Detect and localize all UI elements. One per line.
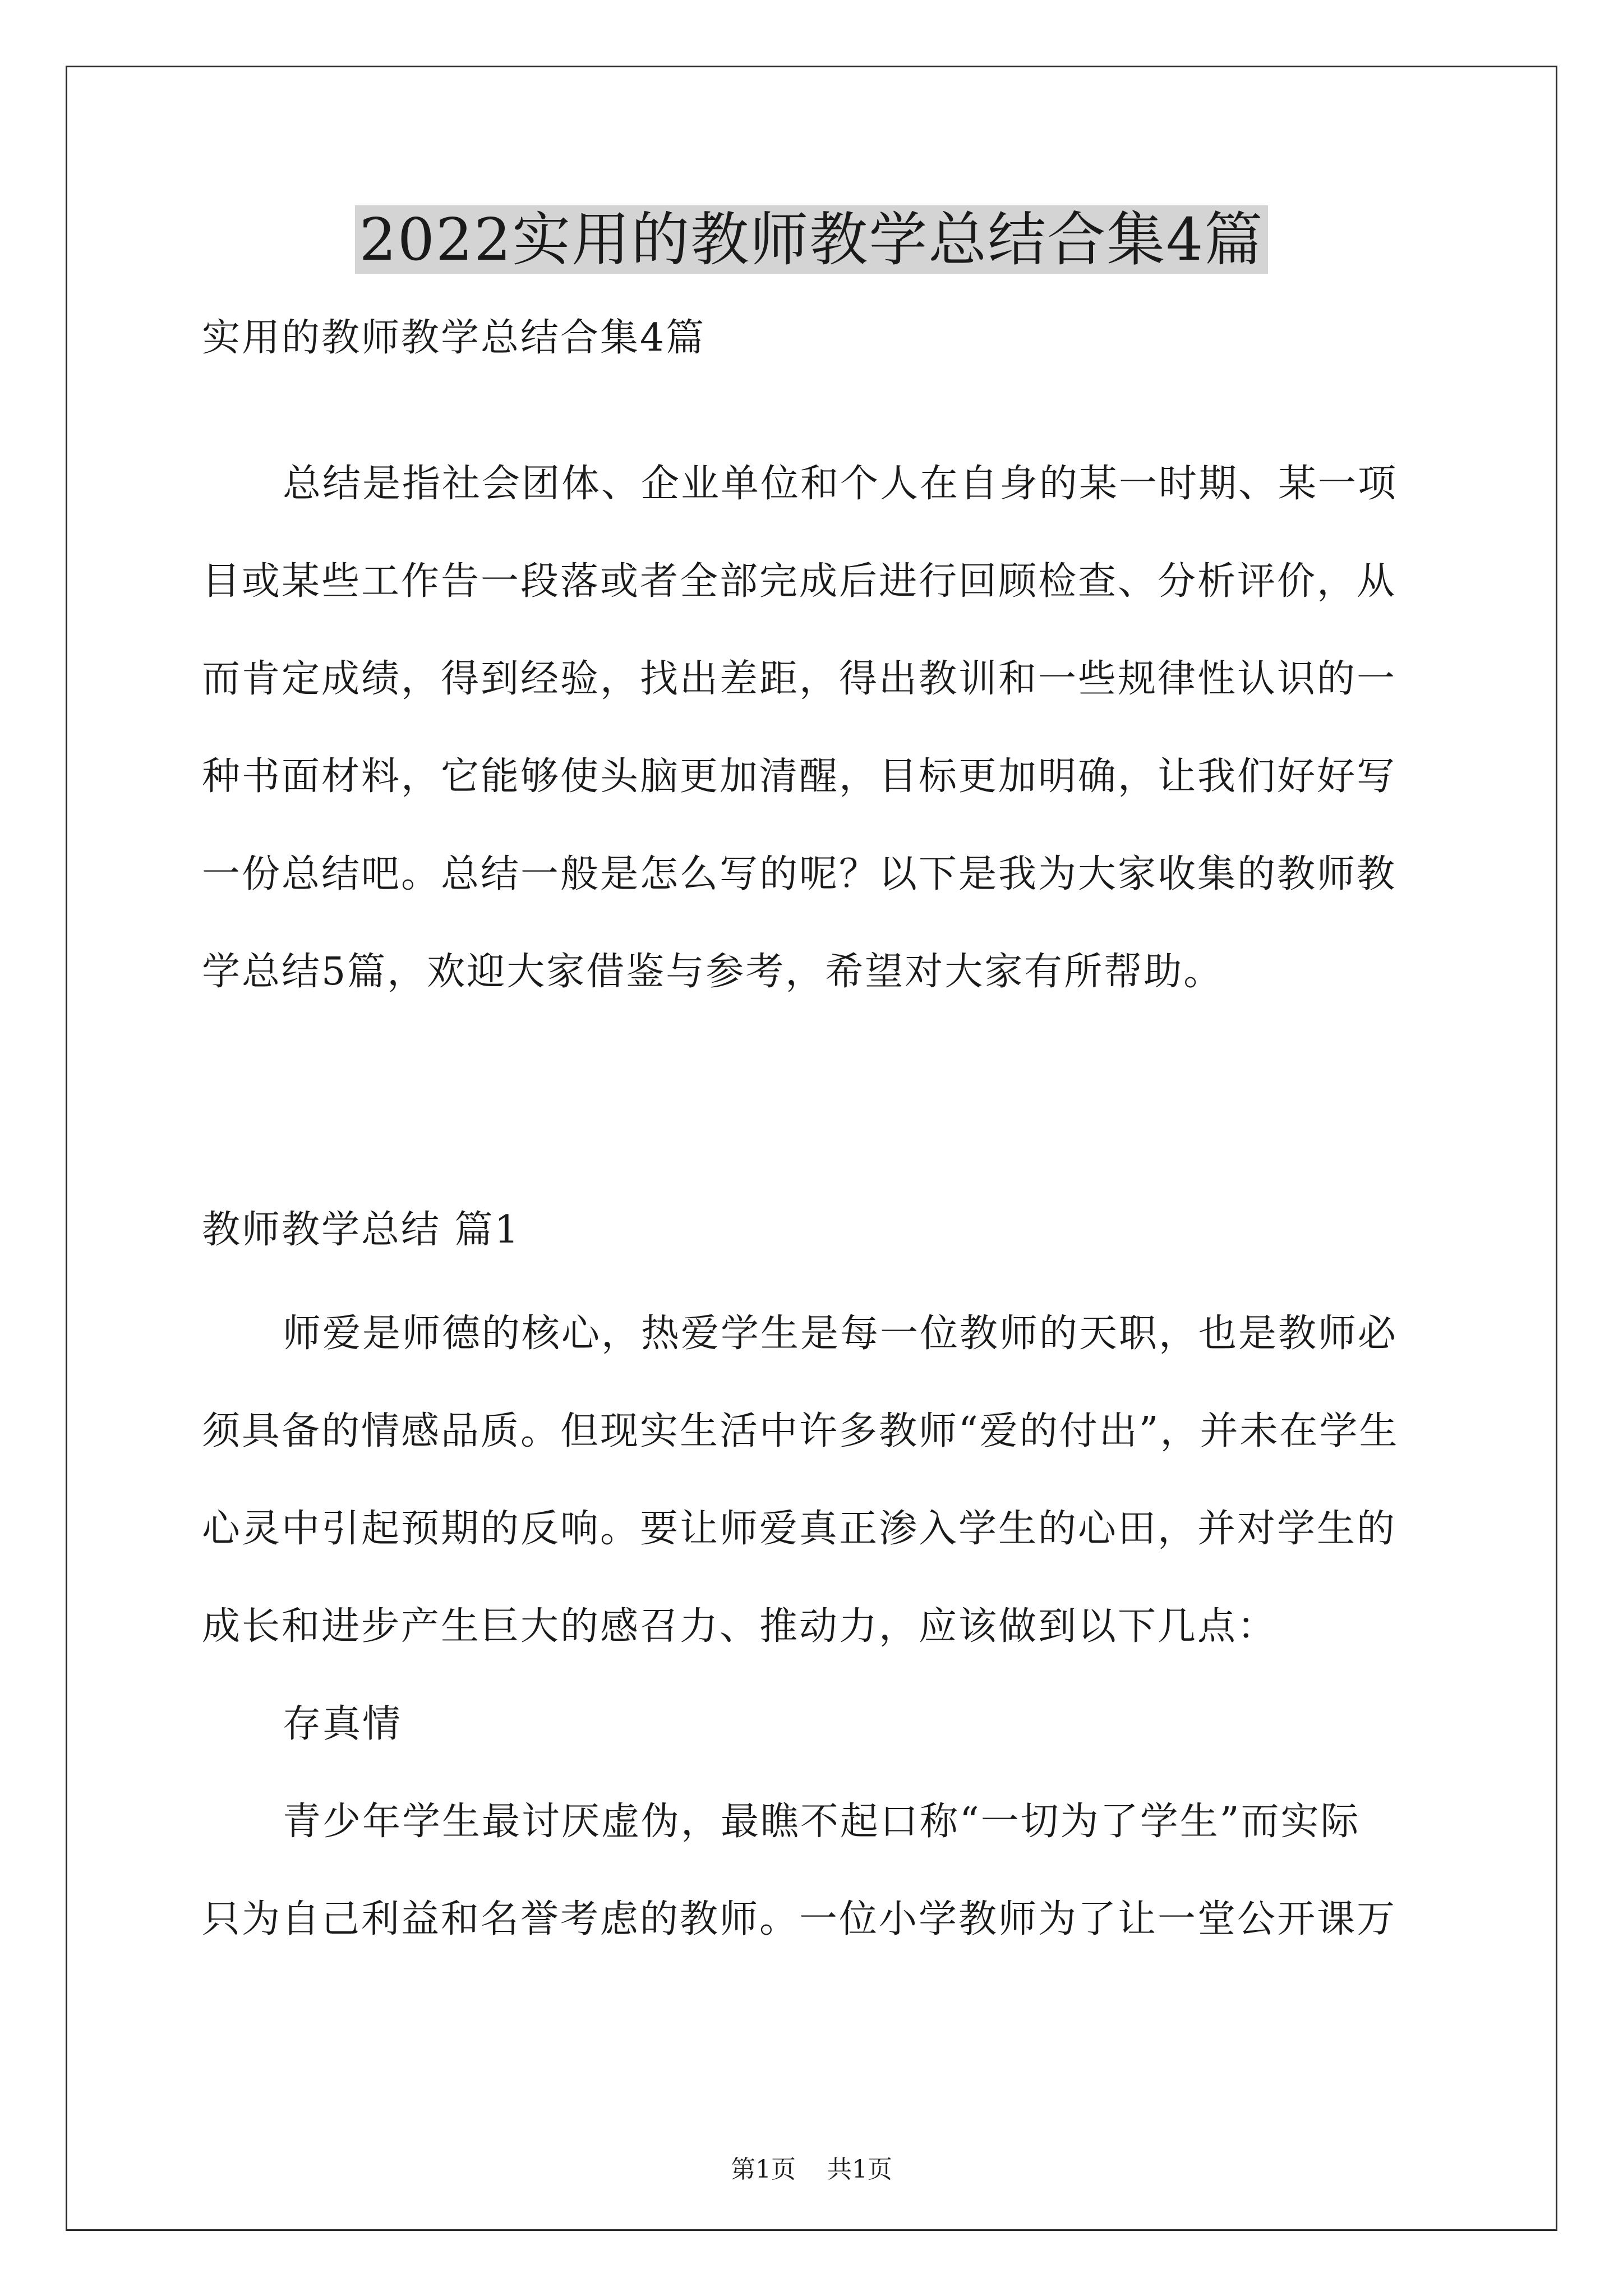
document-subtitle xyxy=(202,306,1436,403)
body-line: 心灵中引起预期的反响。要让师爱真正渗入学生的心田，并对学生的 xyxy=(202,1507,1397,1551)
document-title-text: 2022实用的教师教学总结合集4篇 xyxy=(355,205,1269,274)
subheading-line: 存真情 xyxy=(283,1702,403,1746)
intro-line: 一份总结吧。总结一般是怎么写的呢？以下是我为大家收集的教师教 xyxy=(202,852,1397,896)
intro-line: 种书面材料，它能够使头脑更加清醒，目标更加明确，让我们好好写 xyxy=(202,754,1397,799)
body-line: 只为自己利益和名誉考虑的教师。一位小学教师为了让一堂公开课万 xyxy=(202,1897,1397,1941)
page-footer xyxy=(0,2154,1623,2185)
section-heading-text: 教师教学总结 篇1 xyxy=(202,1208,520,1252)
subtitle-line: 实用的教师教学总结合集4篇 xyxy=(202,316,706,360)
section-1-body xyxy=(202,1301,1436,1985)
page-number-label: 第1页 共1页 xyxy=(731,2155,892,2184)
intro-line: 学总结5篇，欢迎大家借鉴与参考，希望对大家有所帮助。 xyxy=(202,950,1224,994)
intro-line: 总结是指社会团体、企业单位和个人在自身的某一时期、某一项 xyxy=(283,462,1398,506)
document-title xyxy=(0,203,1623,276)
intro-line: 而肯定成绩，得到经验，找出差距，得出教训和一些规律性认识的一 xyxy=(202,657,1397,701)
body-line: 青少年学生最讨厌虚伪，最瞧不起口称“一切为了学生”而实际 xyxy=(283,1800,1361,1844)
section-heading xyxy=(202,1198,1436,1295)
body-line: 师爱是师德的核心，热爱学生是每一位教师的天职，也是教师必 xyxy=(283,1312,1398,1356)
intro-paragraph xyxy=(202,452,1436,1037)
body-line: 成长和进步产生巨大的感召力、推动力，应该做到以下几点： xyxy=(202,1604,1278,1649)
intro-line: 目或某些工作告一段落或者全部完成后进行回顾检查、分析评价，从 xyxy=(202,559,1397,604)
body-line: 须具备的情感品质。但现实生活中许多教师“爱的付出”，并未在学生 xyxy=(202,1409,1399,1453)
